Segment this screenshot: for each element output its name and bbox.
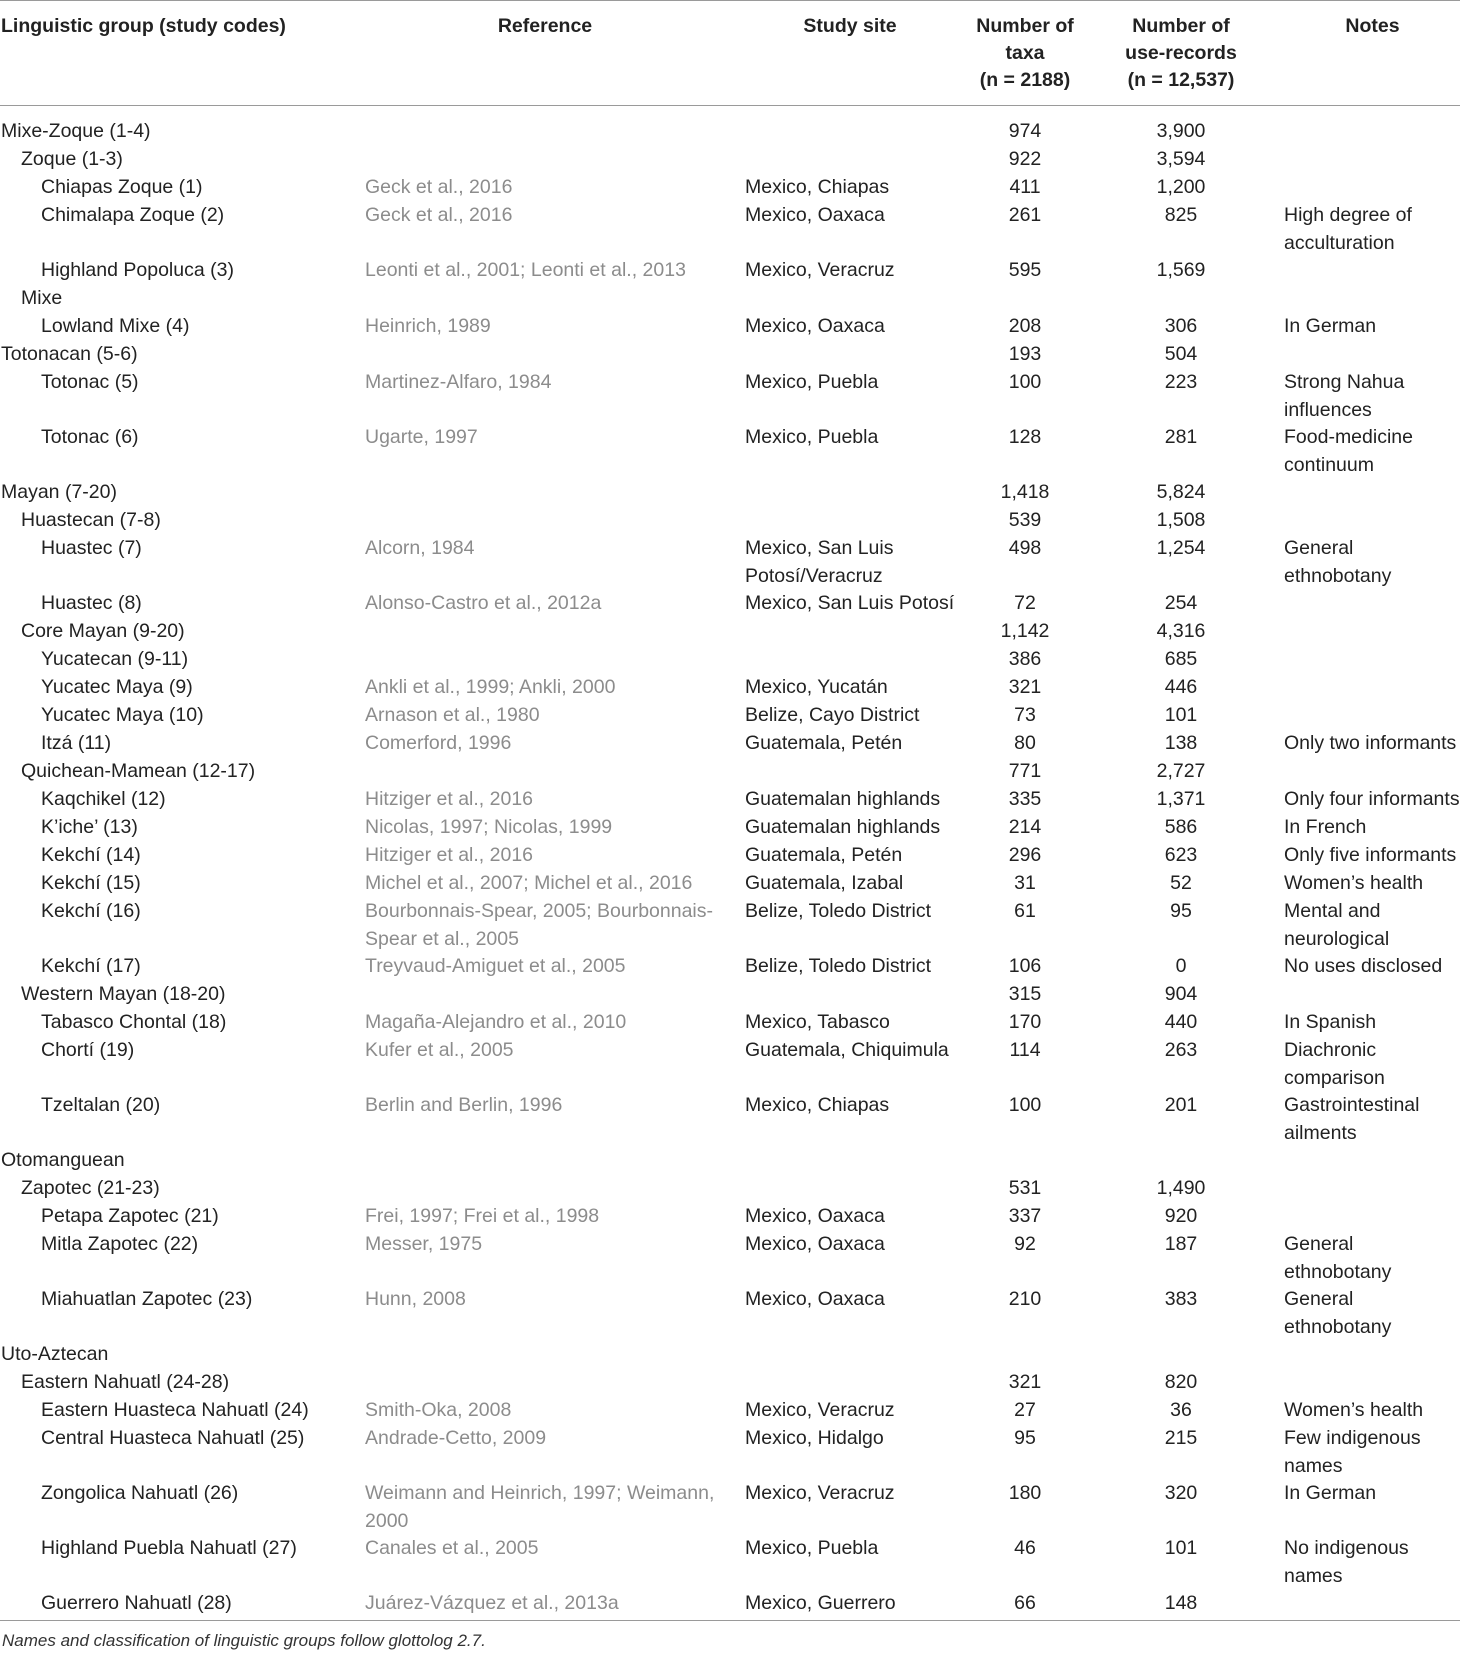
row-records: 138 xyxy=(1164,732,1198,754)
row-group: Kekchí (16) xyxy=(41,900,141,922)
row-group: Eastern Nahuatl (24-28) xyxy=(21,1371,230,1393)
table-row xyxy=(0,313,1460,341)
row-site: Mexico, San Luis Potosí xyxy=(745,592,955,614)
row-records: 920 xyxy=(1164,1205,1198,1227)
table-row xyxy=(0,1535,1460,1590)
row-records: 101 xyxy=(1164,1537,1198,1559)
row-taxa: 100 xyxy=(1008,1094,1042,1116)
table-row xyxy=(0,507,1460,535)
row-records: 5,824 xyxy=(1156,481,1206,503)
table-row xyxy=(0,1397,1460,1425)
row-group: Petapa Zapotec (21) xyxy=(41,1205,219,1227)
row-taxa: 210 xyxy=(1008,1288,1042,1310)
row-records: 504 xyxy=(1164,343,1198,365)
row-records: 4,316 xyxy=(1156,620,1206,642)
row-taxa: 321 xyxy=(1008,1371,1042,1393)
row-taxa: 72 xyxy=(1014,592,1036,614)
row-taxa: 73 xyxy=(1014,704,1036,726)
row-group: Yucatec Maya (9) xyxy=(41,676,193,698)
row-site: Mexico, Veracruz xyxy=(745,1399,895,1421)
table-row xyxy=(0,257,1460,285)
row-records: 215 xyxy=(1164,1427,1198,1449)
table-row xyxy=(0,1231,1460,1286)
row-taxa: 128 xyxy=(1008,426,1042,448)
row-taxa: 80 xyxy=(1014,732,1036,754)
table-row xyxy=(0,590,1460,618)
row-site: Mexico, Veracruz xyxy=(745,259,895,281)
row-records: 0 xyxy=(1175,955,1187,977)
table-row xyxy=(0,1092,1460,1147)
row-reference: Berlin and Berlin, 1996 xyxy=(365,1094,563,1116)
row-records: 1,371 xyxy=(1156,788,1206,810)
row-notes: Few indigenous names xyxy=(1284,1427,1421,1477)
row-notes: Strong Nahua influences xyxy=(1284,371,1405,421)
row-reference: Treyvaud-Amiguet et al., 2005 xyxy=(365,955,626,977)
header-taxa-line-2: taxa xyxy=(1005,42,1045,64)
row-taxa: 321 xyxy=(1008,676,1042,698)
row-group: Totonacan (5-6) xyxy=(1,343,138,365)
header-records-line-3: (n = 12,537) xyxy=(1127,69,1235,91)
table-header xyxy=(0,0,1460,106)
row-notes: Gastrointestinal ailments xyxy=(1284,1094,1420,1144)
row-reference: Martinez-Alfaro, 1984 xyxy=(365,371,552,393)
table-row xyxy=(0,898,1460,953)
table-row xyxy=(0,369,1460,424)
row-records: 446 xyxy=(1164,676,1198,698)
row-taxa: 531 xyxy=(1008,1177,1042,1199)
bottom-rule xyxy=(0,1620,1460,1621)
row-records: 148 xyxy=(1164,1592,1198,1614)
row-records: 3,900 xyxy=(1156,120,1206,142)
row-site: Mexico, Guerrero xyxy=(745,1592,896,1614)
header-taxa xyxy=(960,13,1090,94)
row-group: Kaqchikel (12) xyxy=(41,788,166,810)
row-taxa: 214 xyxy=(1008,816,1042,838)
header-reference: Reference xyxy=(497,15,593,37)
row-site: Guatemalan highlands xyxy=(745,788,941,810)
row-records: 201 xyxy=(1164,1094,1198,1116)
row-group: Yucatec Maya (10) xyxy=(41,704,204,726)
row-reference: Alonso-Castro et al., 2012a xyxy=(365,592,602,614)
row-reference: Weimann and Heinrich, 1997; Weimann, 2000 xyxy=(365,1482,715,1532)
row-site: Belize, Toledo District xyxy=(745,900,932,922)
row-taxa: 771 xyxy=(1008,760,1042,782)
row-reference: Heinrich, 1989 xyxy=(365,315,491,337)
row-group: Zapotec (21-23) xyxy=(21,1177,160,1199)
row-group: Kekchí (14) xyxy=(41,844,141,866)
row-group: Tabasco Chontal (18) xyxy=(41,1011,227,1033)
row-records: 36 xyxy=(1170,1399,1192,1421)
table-row xyxy=(0,118,1460,146)
row-group: Zoque (1-3) xyxy=(21,148,123,170)
row-taxa: 335 xyxy=(1008,788,1042,810)
row-group: Kekchí (17) xyxy=(41,955,141,977)
row-notes: Only four informants xyxy=(1284,788,1460,810)
table-row xyxy=(0,870,1460,898)
table-row xyxy=(0,1203,1460,1231)
row-records: 254 xyxy=(1164,592,1198,614)
row-site: Mexico, Hidalgo xyxy=(745,1427,884,1449)
row-group: Highland Popoluca (3) xyxy=(41,259,234,281)
row-taxa: 100 xyxy=(1008,371,1042,393)
header-records-line-2: use-records xyxy=(1125,42,1237,64)
row-notes: No uses disclosed xyxy=(1284,955,1443,977)
table-row xyxy=(0,953,1460,981)
row-site: Guatemala, Izabal xyxy=(745,872,904,894)
table-row xyxy=(0,1286,1460,1341)
table-row xyxy=(0,981,1460,1009)
row-site: Mexico, Puebla xyxy=(745,371,879,393)
row-records: 904 xyxy=(1164,983,1198,1005)
header-records-line-1: Number of xyxy=(1132,15,1230,37)
row-records: 623 xyxy=(1164,844,1198,866)
row-site: Mexico, Tabasco xyxy=(745,1011,890,1033)
row-group: Huastecan (7-8) xyxy=(21,509,161,531)
row-records: 95 xyxy=(1170,900,1192,922)
row-reference: Ugarte, 1997 xyxy=(365,426,478,448)
row-taxa: 498 xyxy=(1008,537,1042,559)
row-taxa: 974 xyxy=(1008,120,1042,142)
row-taxa: 193 xyxy=(1008,343,1042,365)
header-site: Study site xyxy=(803,15,897,37)
row-group: Otomanguean xyxy=(1,1149,125,1171)
row-site: Mexico, Oaxaca xyxy=(745,1205,885,1227)
row-site: Mexico, Oaxaca xyxy=(745,315,885,337)
header-records xyxy=(1106,13,1256,94)
row-site: Mexico, Chiapas xyxy=(745,176,890,198)
row-reference: Geck et al., 2016 xyxy=(365,176,513,198)
row-records: 820 xyxy=(1164,1371,1198,1393)
table-row xyxy=(0,618,1460,646)
row-records: 586 xyxy=(1164,816,1198,838)
row-records: 1,200 xyxy=(1156,176,1206,198)
row-notes: In German xyxy=(1284,315,1377,337)
row-taxa: 66 xyxy=(1014,1592,1036,1614)
table-row xyxy=(0,535,1460,590)
row-notes: In French xyxy=(1284,816,1367,838)
row-group: Quichean-Mamean (12-17) xyxy=(21,760,256,782)
row-reference: Hitziger et al., 2016 xyxy=(365,844,534,866)
row-group: Totonac (5) xyxy=(41,371,139,393)
row-records: 383 xyxy=(1164,1288,1198,1310)
row-taxa: 170 xyxy=(1008,1011,1042,1033)
row-reference: Canales et al., 2005 xyxy=(365,1537,539,1559)
row-taxa: 595 xyxy=(1008,259,1042,281)
row-records: 223 xyxy=(1164,371,1198,393)
row-group: Guerrero Nahuatl (28) xyxy=(41,1592,232,1614)
row-group: Chiapas Zoque (1) xyxy=(41,176,203,198)
row-notes: Only two informants xyxy=(1284,732,1457,754)
row-reference: Andrade-Cetto, 2009 xyxy=(365,1427,547,1449)
table-row xyxy=(0,786,1460,814)
table-row xyxy=(0,646,1460,674)
table-row xyxy=(0,174,1460,202)
table-row xyxy=(0,1009,1460,1037)
row-taxa: 61 xyxy=(1014,900,1036,922)
row-group: Zongolica Nahuatl (26) xyxy=(41,1482,239,1504)
row-group: Miahuatlan Zapotec (23) xyxy=(41,1288,253,1310)
table-row xyxy=(0,479,1460,507)
table-row xyxy=(0,1590,1460,1618)
row-site: Belize, Toledo District xyxy=(745,955,932,977)
row-records: 187 xyxy=(1164,1233,1198,1255)
row-reference: Comerford, 1996 xyxy=(365,732,512,754)
table-row xyxy=(0,285,1460,313)
row-notes: General ethnobotany xyxy=(1284,537,1392,587)
row-taxa: 1,418 xyxy=(1000,481,1050,503)
row-notes: No indigenous names xyxy=(1284,1537,1409,1587)
row-group: Central Huasteca Nahuatl (25) xyxy=(41,1427,305,1449)
row-taxa: 208 xyxy=(1008,315,1042,337)
row-reference: Hunn, 2008 xyxy=(365,1288,466,1310)
row-taxa: 539 xyxy=(1008,509,1042,531)
header-taxa-line-1: Number of xyxy=(976,15,1074,37)
row-group: Uto-Aztecan xyxy=(1,1343,109,1365)
row-group: Huastec (7) xyxy=(41,537,142,559)
table-row xyxy=(0,702,1460,730)
row-reference: Bourbonnais-Spear, 2005; Bourbonnais-Spear et al., 2005 xyxy=(365,900,713,950)
table-row xyxy=(0,146,1460,174)
row-reference: Michel et al., 2007; Michel et al., 2016 xyxy=(365,872,693,894)
row-group: Core Mayan (9-20) xyxy=(21,620,185,642)
row-group: Mixe xyxy=(21,287,63,309)
row-taxa: 337 xyxy=(1008,1205,1042,1227)
row-reference: Leonti et al., 2001; Leonti et al., 2013 xyxy=(365,259,686,281)
row-records: 440 xyxy=(1164,1011,1198,1033)
row-notes: Diachronic comparison xyxy=(1284,1039,1385,1089)
row-notes: Mental and neurological xyxy=(1284,900,1390,950)
row-notes: General ethnobotany xyxy=(1284,1233,1392,1283)
row-records: 1,490 xyxy=(1156,1177,1206,1199)
row-site: Guatemala, Petén xyxy=(745,844,903,866)
table-row xyxy=(0,424,1460,479)
table-row xyxy=(0,1425,1460,1480)
row-notes: Only five informants xyxy=(1284,844,1457,866)
row-site: Guatemalan highlands xyxy=(745,816,941,838)
row-group: Kekchí (15) xyxy=(41,872,141,894)
row-reference: Frei, 1997; Frei et al., 1998 xyxy=(365,1205,600,1227)
row-notes: Women’s health xyxy=(1284,872,1424,894)
row-reference: Smith-Oka, 2008 xyxy=(365,1399,512,1421)
row-site: Mexico, Oaxaca xyxy=(745,1288,885,1310)
row-records: 306 xyxy=(1164,315,1198,337)
row-reference: Alcorn, 1984 xyxy=(365,537,475,559)
row-site: Mexico, Oaxaca xyxy=(745,204,885,226)
row-site: Mexico, Veracruz xyxy=(745,1482,895,1504)
row-notes: In Spanish xyxy=(1284,1011,1377,1033)
row-site: Mexico, Yucatán xyxy=(745,676,888,698)
row-group: Tzeltalan (20) xyxy=(41,1094,161,1116)
row-records: 2,727 xyxy=(1156,760,1206,782)
row-notes: High degree of acculturation xyxy=(1284,204,1412,254)
row-taxa: 296 xyxy=(1008,844,1042,866)
row-group: Eastern Huasteca Nahuatl (24) xyxy=(41,1399,309,1421)
row-taxa: 922 xyxy=(1008,148,1042,170)
row-taxa: 92 xyxy=(1014,1233,1036,1255)
row-group: Highland Puebla Nahuatl (27) xyxy=(41,1537,297,1559)
table-footnote: Names and classification of linguistic groups follow glottolog 2.7. xyxy=(2,1631,486,1650)
row-group: Huastec (8) xyxy=(41,592,142,614)
row-reference: Juárez-Vázquez et al., 2013a xyxy=(365,1592,619,1614)
table-body xyxy=(0,106,1460,1618)
row-taxa: 106 xyxy=(1008,955,1042,977)
row-group: K’iche’ (13) xyxy=(41,816,138,838)
row-notes: Food-medicine continuum xyxy=(1284,426,1413,476)
row-taxa: 46 xyxy=(1014,1537,1036,1559)
row-group: Mixe-Zoque (1-4) xyxy=(1,120,151,142)
table-row xyxy=(0,730,1460,758)
row-reference: Ankli et al., 1999; Ankli, 2000 xyxy=(365,676,616,698)
row-site: Mexico, Puebla xyxy=(745,1537,879,1559)
table-row xyxy=(0,1341,1460,1369)
row-group: Chortí (19) xyxy=(41,1039,135,1061)
row-reference: Hitziger et al., 2016 xyxy=(365,788,534,810)
row-site: Guatemala, Petén xyxy=(745,732,903,754)
table-row xyxy=(0,1175,1460,1203)
header-taxa-line-3: (n = 2188) xyxy=(979,69,1071,91)
row-records: 52 xyxy=(1170,872,1192,894)
row-reference: Arnason et al., 1980 xyxy=(365,704,540,726)
row-records: 320 xyxy=(1164,1482,1198,1504)
header-notes: Notes xyxy=(1345,15,1400,37)
table-row xyxy=(0,814,1460,842)
row-records: 1,508 xyxy=(1156,509,1206,531)
row-group: Yucatecan (9-11) xyxy=(41,648,189,670)
table-row xyxy=(0,1147,1460,1175)
header-group: Linguistic group (study codes) xyxy=(1,15,286,37)
row-reference: Nicolas, 1997; Nicolas, 1999 xyxy=(365,816,613,838)
row-group: Western Mayan (18-20) xyxy=(21,983,226,1005)
row-records: 263 xyxy=(1164,1039,1198,1061)
row-records: 1,254 xyxy=(1156,537,1206,559)
row-reference: Geck et al., 2016 xyxy=(365,204,513,226)
row-taxa: 180 xyxy=(1008,1482,1042,1504)
row-records: 685 xyxy=(1164,648,1198,670)
row-site: Mexico, San Luis Potosí/Veracruz xyxy=(745,537,894,587)
table-row xyxy=(0,1480,1460,1535)
row-reference: Magaña-Alejandro et al., 2010 xyxy=(365,1011,627,1033)
row-group: Lowland Mixe (4) xyxy=(41,315,190,337)
row-taxa: 31 xyxy=(1014,872,1036,894)
row-taxa: 27 xyxy=(1014,1399,1036,1421)
table-row xyxy=(0,341,1460,369)
table-row xyxy=(0,758,1460,786)
row-reference: Messer, 1975 xyxy=(365,1233,483,1255)
row-site: Mexico, Oaxaca xyxy=(745,1233,885,1255)
row-reference: Kufer et al., 2005 xyxy=(365,1039,514,1061)
table-row xyxy=(0,1037,1460,1092)
row-group: Mitla Zapotec (22) xyxy=(41,1233,199,1255)
row-taxa: 95 xyxy=(1014,1427,1036,1449)
row-notes: Women’s health xyxy=(1284,1399,1424,1421)
row-site: Mexico, Chiapas xyxy=(745,1094,890,1116)
table-row xyxy=(0,674,1460,702)
row-records: 3,594 xyxy=(1156,148,1206,170)
row-notes: General ethnobotany xyxy=(1284,1288,1392,1338)
row-group: Mayan (7-20) xyxy=(1,481,117,503)
row-records: 1,569 xyxy=(1156,259,1206,281)
row-notes: In German xyxy=(1284,1482,1377,1504)
row-site: Belize, Cayo District xyxy=(745,704,920,726)
row-taxa: 411 xyxy=(1009,176,1041,198)
row-group: Totonac (6) xyxy=(41,426,139,448)
table-row xyxy=(0,842,1460,870)
row-site: Guatemala, Chiquimula xyxy=(745,1039,949,1061)
row-site: Mexico, Puebla xyxy=(745,426,879,448)
table-row xyxy=(0,202,1460,257)
row-taxa: 1,142 xyxy=(1000,620,1050,642)
row-records: 101 xyxy=(1164,704,1198,726)
row-group: Chimalapa Zoque (2) xyxy=(41,204,225,226)
row-taxa: 114 xyxy=(1009,1039,1041,1061)
row-taxa: 315 xyxy=(1008,983,1042,1005)
row-records: 825 xyxy=(1164,204,1198,226)
row-records: 281 xyxy=(1164,426,1198,448)
table-row xyxy=(0,1369,1460,1397)
row-taxa: 261 xyxy=(1008,204,1042,226)
row-taxa: 386 xyxy=(1008,648,1042,670)
row-group: Itzá (11) xyxy=(41,732,112,754)
